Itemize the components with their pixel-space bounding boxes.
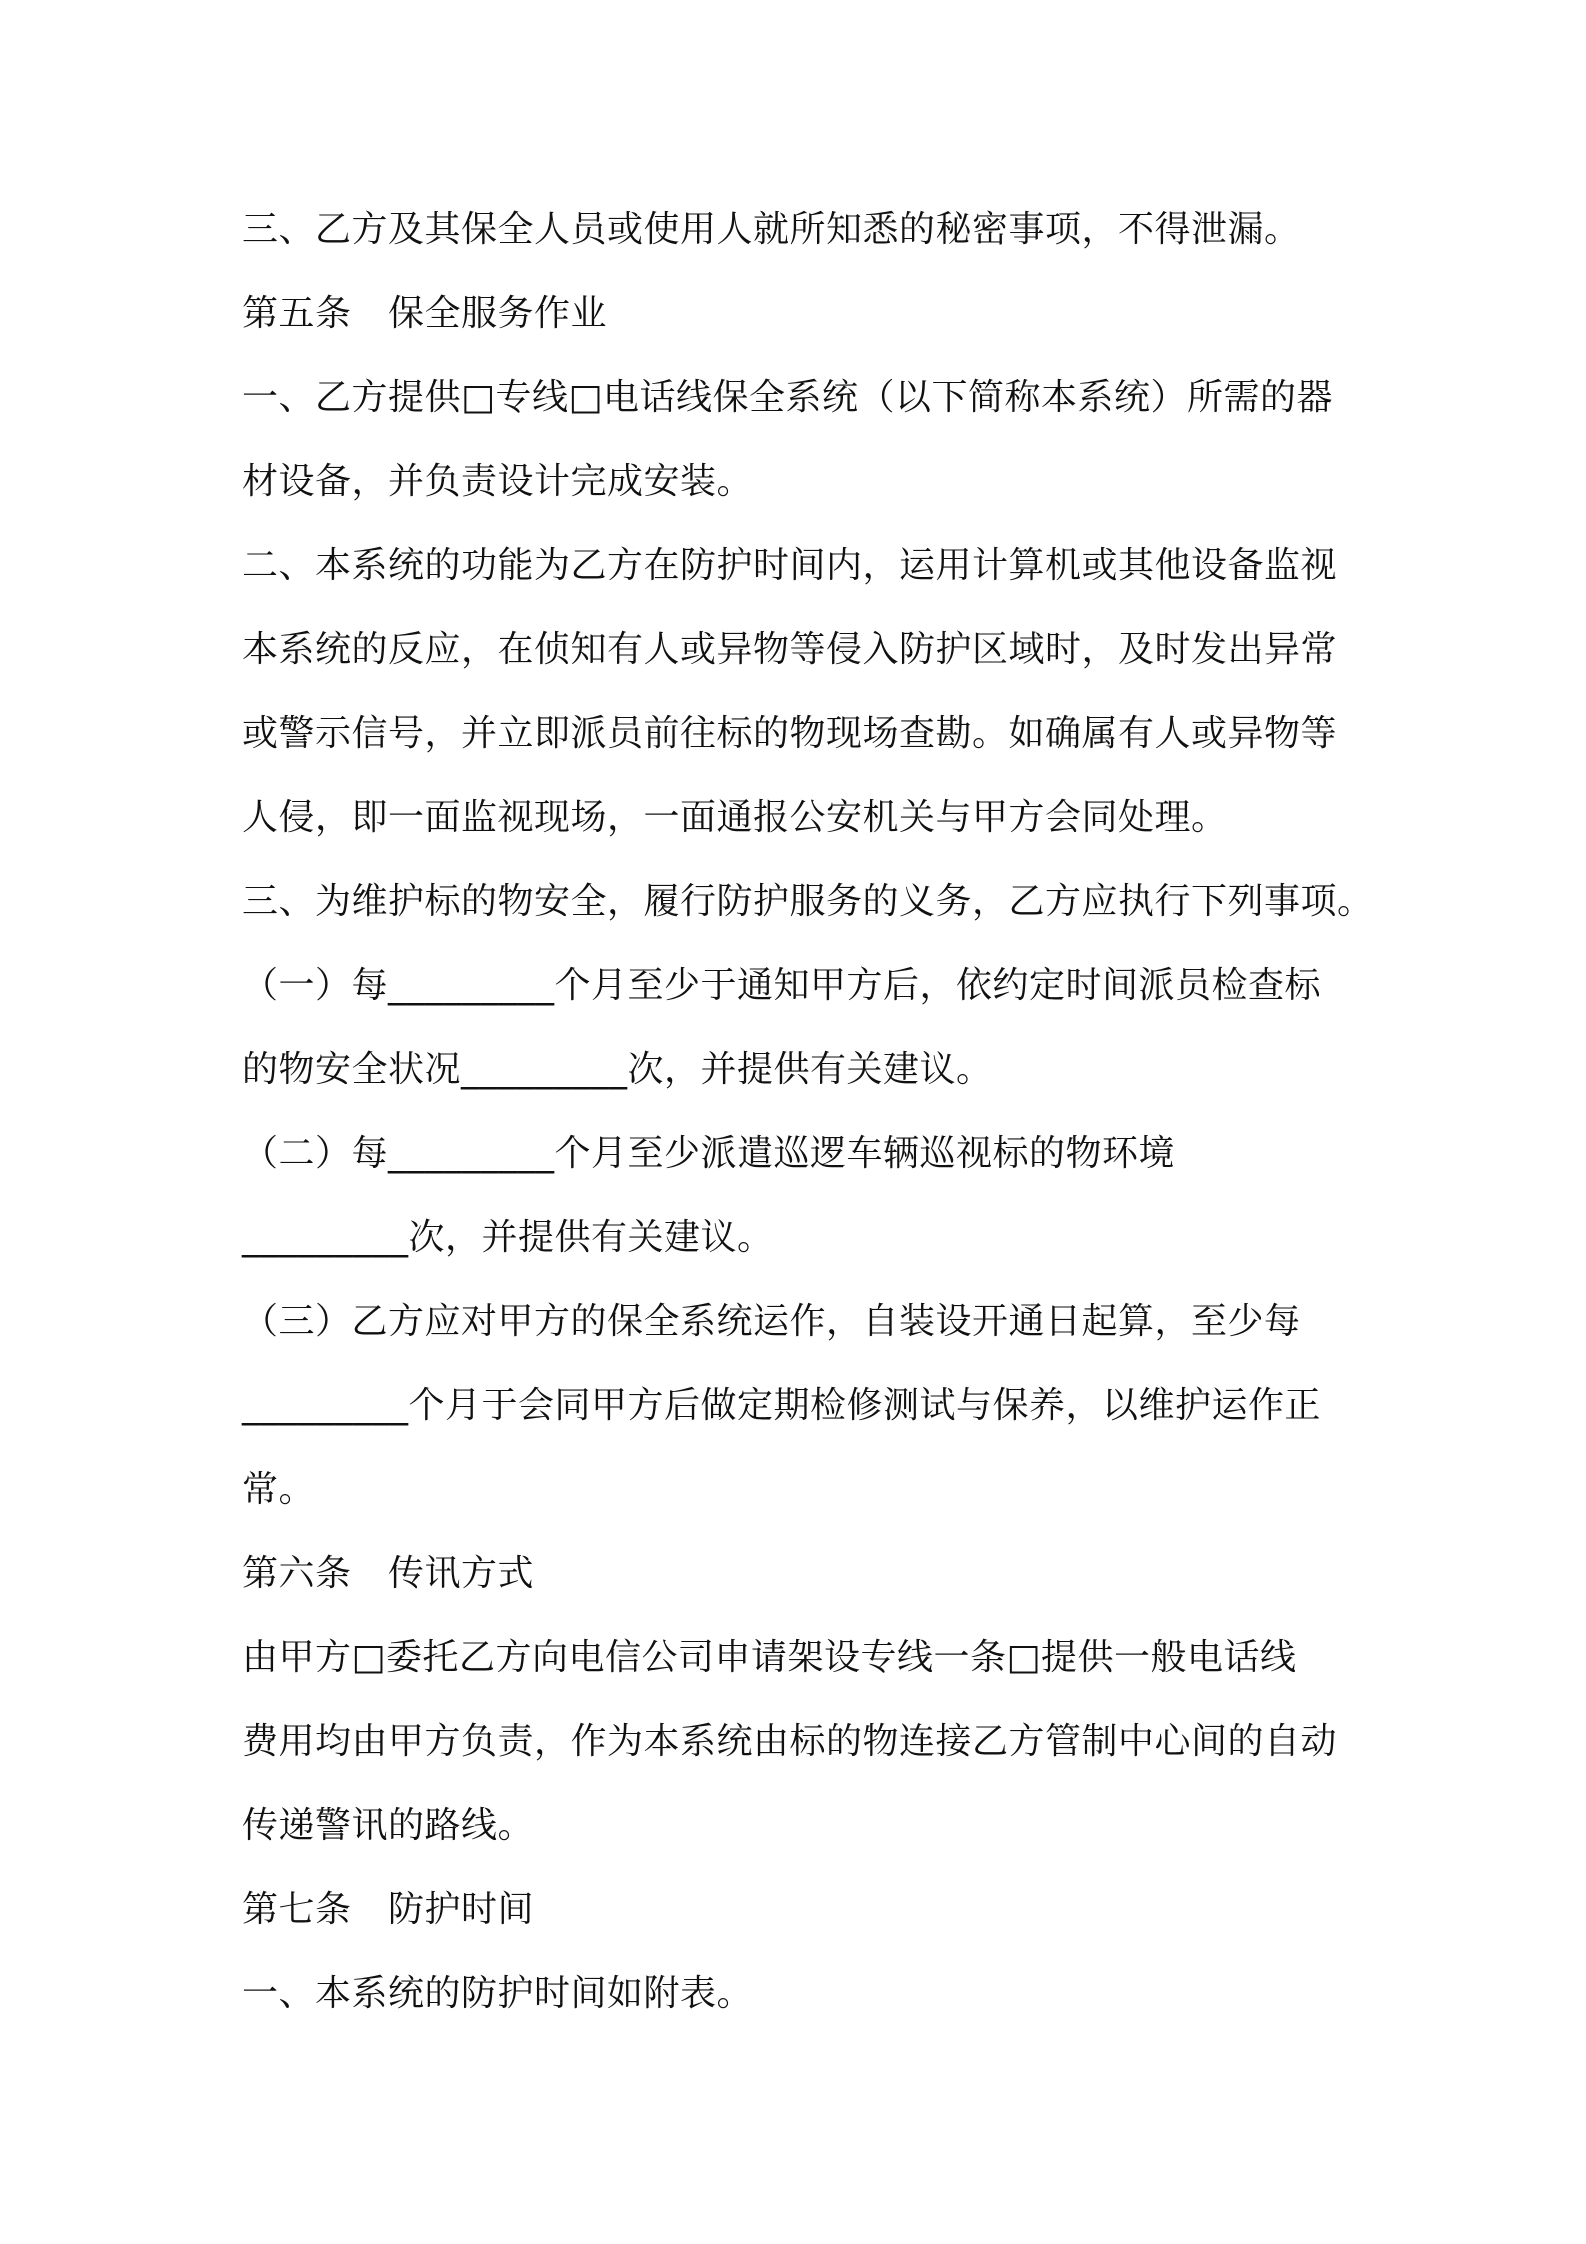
article-5-item-3-sub-3-line-3: 常。 bbox=[242, 1469, 316, 1510]
article-7-item-1: 一、本系统的防护时间如附表。 bbox=[242, 1973, 754, 2014]
article-6-body-line-3: 传递警讯的路线。 bbox=[242, 1805, 535, 1846]
article-5-item-1-line-2: 材设备，并负责设计完成安装。 bbox=[242, 461, 754, 502]
article-6-body-line-2: 费用均由甲方负责，作为本系统由标的物连接乙方管制中心间的自动 bbox=[242, 1721, 1338, 1762]
article-5-item-3-sub-1-line-2: 的物安全状况_________次，并提供有关建议。 bbox=[242, 1049, 993, 1090]
clause-4-item-3: 三、乙方及其保全人员或使用人就所知悉的秘密事项，不得泄漏。 bbox=[242, 209, 1301, 250]
article-5-item-2-line-3: 或警示信号，并立即派员前往标的物现场查勘。如确属有人或异物等 bbox=[242, 713, 1338, 754]
article-5-item-3-sub-3-line-2: _________个月于会同甲方后做定期检修测试与保养，以维护运作正 bbox=[242, 1385, 1322, 1426]
article-5-item-3-sub-1-line-1: （一）每_________个月至少于通知甲方后，依约定时间派员检查标 bbox=[242, 965, 1322, 1006]
article-5-heading: 第五条 保全服务作业 bbox=[242, 293, 608, 334]
article-7-heading: 第七条 防护时间 bbox=[242, 1889, 535, 1930]
article-5-item-2-line-1: 二、本系统的功能为乙方在防护时间内，运用计算机或其他设备监视 bbox=[242, 545, 1338, 586]
article-5-item-1-line-1: 一、乙方提供□专线□电话线保全系统（以下简称本系统）所需的器 bbox=[242, 377, 1334, 418]
article-5-item-3-sub-2-line-2: _________次，并提供有关建议。 bbox=[242, 1217, 774, 1258]
article-5-item-3-intro: 三、为维护标的物安全，履行防护服务的义务，乙方应执行下列事项。 bbox=[242, 881, 1374, 922]
article-5-item-3-sub-2-line-1: （二）每_________个月至少派遣巡逻车辆巡视标的物环境 bbox=[242, 1133, 1176, 1174]
article-6-heading: 第六条 传讯方式 bbox=[242, 1553, 535, 1594]
article-5-item-2-line-4: 人侵，即一面监视现场，一面通报公安机关与甲方会同处理。 bbox=[242, 797, 1228, 838]
article-6-body-line-1: 由甲方□委托乙方向电信公司申请架设专线一条□提供一般电话线 bbox=[242, 1637, 1297, 1678]
article-5-item-3-sub-3-line-1: （三）乙方应对甲方的保全系统运作，自装设开通日起算，至少每 bbox=[242, 1301, 1301, 1342]
article-5-item-2-line-2: 本系统的反应，在侦知有人或异物等侵入防护区域时，及时发出异常 bbox=[242, 629, 1338, 670]
